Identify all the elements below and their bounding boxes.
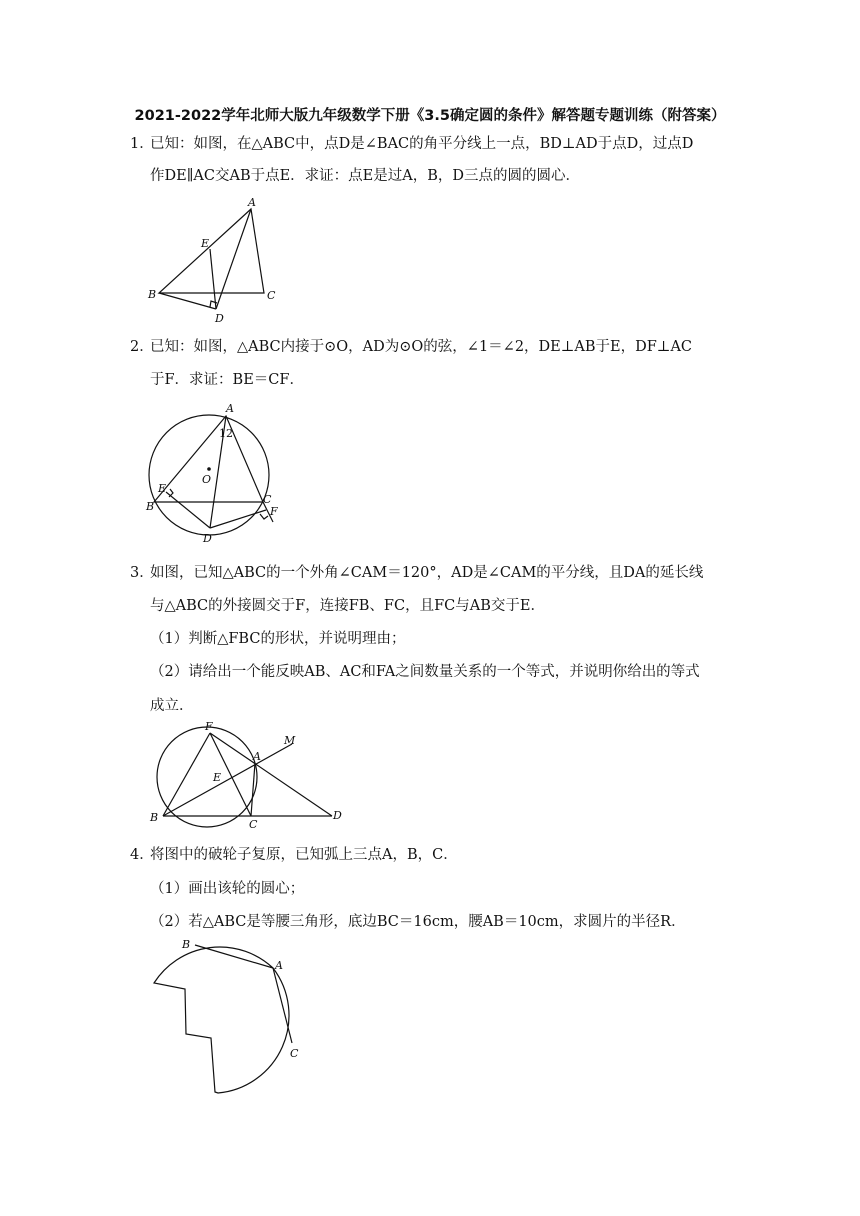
q2-label-f: F xyxy=(270,505,278,518)
q2-label-d: D xyxy=(203,532,212,545)
q1-line-2: 作DE∥AC交AB于点E．求证：点E是过A，B，D三点的圆的圆心． xyxy=(150,168,581,184)
q3-label-a: A xyxy=(253,750,261,763)
q3-part-2-line-1: （2）请给出一个能反映AB、AC和FA之间数量关系的一个等式，并说明你给出的等式 xyxy=(150,664,700,680)
q4-label-c: C xyxy=(290,1047,299,1060)
q4-part-1: （1）画出该轮的圆心； xyxy=(150,881,305,897)
q1-segment-ad xyxy=(216,209,251,309)
q2-right-angle-f xyxy=(260,514,268,519)
q3-figure xyxy=(140,720,355,835)
q3-line-2: 与△ABC的外接圆交于F，连接FB、FC，且FC与AB交于E． xyxy=(150,598,545,614)
q3-label-c: C xyxy=(249,818,258,831)
q4-label-a: A xyxy=(275,959,283,972)
document-title: 2021-2022学年北师大版九年级数学下册《3.5确定圆的条件》解答题专题训练（附答案） xyxy=(134,108,726,124)
q1-text-1: 已知：如图，在△ABC中，点D是∠BAC的角平分线上一点，BD⊥AD于点D，过点D xyxy=(150,136,694,152)
q1-figure xyxy=(140,195,290,325)
q3-number: 3． xyxy=(130,565,154,581)
q2-label-2: 2 xyxy=(226,427,233,440)
q4-broken-wheel xyxy=(154,947,289,1093)
q4-chord-ac xyxy=(273,968,292,1043)
q1-label-b: B xyxy=(148,288,157,301)
q2-figure xyxy=(140,400,290,550)
q1-line-1 xyxy=(130,134,693,154)
q3-label-f: F xyxy=(205,720,213,733)
q1-number: 1． xyxy=(130,136,154,152)
q3-line-bm xyxy=(163,744,292,816)
q3-text-1: 如图，已知△ABC的一个外角∠CAM＝120°，AD是∠CAM的平分线，且DA的延长线 xyxy=(150,565,704,581)
q4-number: 4． xyxy=(130,847,154,863)
q1-label-e: E xyxy=(201,237,210,250)
q2-number: 2． xyxy=(130,339,154,355)
q1-segment-bd xyxy=(159,293,216,309)
q2-line-1 xyxy=(130,337,692,357)
q2-label-c: C xyxy=(263,493,272,506)
q1-label-c: C xyxy=(267,289,276,302)
q4-label-b: B xyxy=(182,938,191,951)
q3-label-e: E xyxy=(213,771,222,784)
q2-center-dot xyxy=(207,467,211,471)
q3-line-fd xyxy=(210,733,332,816)
q3-line-1 xyxy=(130,563,703,583)
q4-part-2: （2）若△ABC是等腰三角形，底边BC＝16cm，腰AB＝10cm，求圆片的半径R． xyxy=(150,914,686,930)
q2-text-1: 已知：如图，△ABC内接于⊙O，AD为⊙O的弦，∠1＝∠2，DE⊥AB于E，DF⊥AC xyxy=(150,339,693,355)
q3-part-2-line-2: 成立． xyxy=(150,698,194,714)
q2-label-b: B xyxy=(146,500,155,513)
q1-label-a: A xyxy=(248,196,256,209)
q2-label-o: O xyxy=(202,473,212,486)
q4-line-1 xyxy=(130,845,458,865)
q3-circumcircle xyxy=(157,727,257,827)
q3-label-d: D xyxy=(333,809,342,822)
q2-label-e: E xyxy=(158,482,167,495)
q2-label-1: 1 xyxy=(219,427,226,440)
q1-label-d: D xyxy=(215,312,224,325)
q2-label-a: A xyxy=(226,402,234,415)
q4-figure xyxy=(140,935,315,1100)
q2-line-2: 于F．求证：BE＝CF． xyxy=(150,372,304,388)
q1-triangle-abc xyxy=(159,209,264,293)
q3-segment-ac xyxy=(251,763,255,816)
q2-right-angle-e xyxy=(169,489,173,497)
q1-segment-de xyxy=(210,249,216,309)
q3-part-1: （1）判断△FBC的形状，并说明理由； xyxy=(150,631,406,647)
q3-label-m: M xyxy=(284,734,296,747)
q2-segment-df xyxy=(210,510,266,528)
q3-label-b: B xyxy=(150,811,159,824)
q4-text-1: 将图中的破轮子复原，已知弧上三点A，B，C． xyxy=(150,847,458,863)
